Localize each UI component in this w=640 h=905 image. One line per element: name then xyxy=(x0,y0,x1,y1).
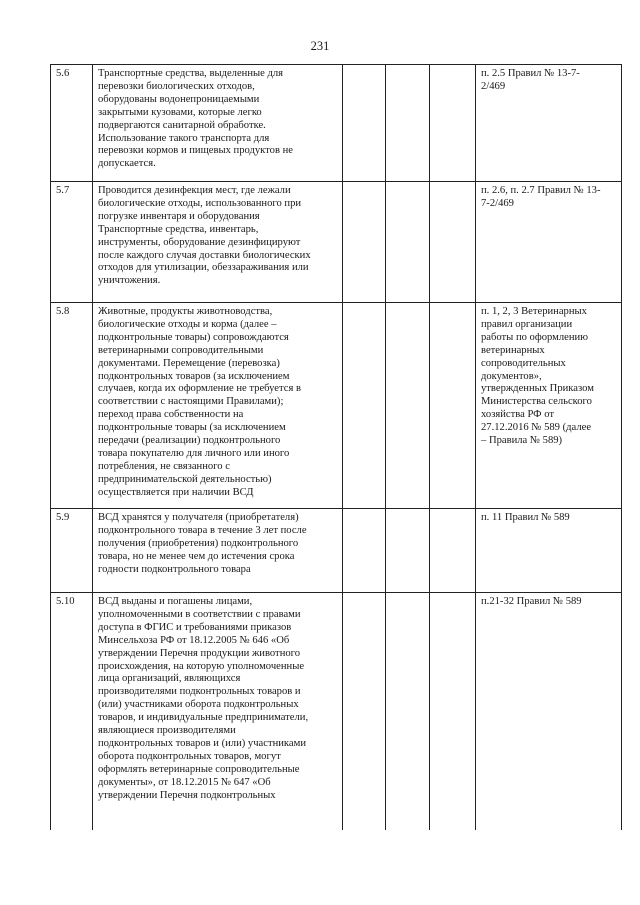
requirement-line: подвергаются санитарной обработке. xyxy=(98,119,266,131)
requirement-line: осуществляется при наличии ВСД xyxy=(98,486,254,498)
requirement-line: подконтрольного товара в течение 3 лет после xyxy=(98,524,307,536)
requirement-line: уполномоченными в соответствии с правами xyxy=(98,608,301,620)
requirement-line: Животные, продукты животноводства, xyxy=(98,306,273,317)
requirement-line: Минсельхоза РФ от 18.12.2005 № 646 «Об xyxy=(98,634,290,646)
requirement-line: случаев, когда их оформление не требуется в xyxy=(98,383,301,395)
requirement-line: Проводится дезинфекция мест, где лежали xyxy=(98,185,291,196)
reference-line: 27.12.2016 № 589 (далее xyxy=(481,422,592,434)
answer-na-cell xyxy=(430,303,476,509)
requirement-line: ВСД хранятся у получателя (приобретателя) xyxy=(98,512,299,523)
requirement-line: закрытыми кузовами, которые легко xyxy=(98,106,262,118)
reference-cell xyxy=(476,509,622,593)
item-number: 5.10 xyxy=(51,593,93,831)
reference-line: работы по оформлению xyxy=(481,331,589,343)
item-number: 5.6 xyxy=(51,65,93,182)
reference-line: утвержденных Приказом xyxy=(481,383,594,395)
requirement-line: лица организаций, являющихся xyxy=(98,673,241,685)
requirement-cell xyxy=(93,509,343,593)
reference-cell xyxy=(476,65,622,182)
requirement-line: подконтрольные товары) сопровождаются xyxy=(98,331,289,343)
requirement-line: документы», от 18.12.2015 № 647 «Об xyxy=(98,776,271,788)
page-number: 231 xyxy=(310,39,330,53)
requirement-line: оформлять ветеринарные сопроводительные xyxy=(98,763,300,775)
requirement-line: происхождения, на которую уполномоченные xyxy=(98,660,305,672)
requirement-line: соответствии с настоящими Правилами); xyxy=(98,396,284,408)
requirement-line: подконтрольных товаров и (или) участниками xyxy=(98,737,306,749)
item-number: 5.9 xyxy=(51,509,93,593)
requirement-line: товара покупателю для личного или иного xyxy=(98,447,290,459)
requirement-line: переход права собственности на xyxy=(98,409,244,421)
reference-line: п. 1, 2, 3 Ветеринарных xyxy=(481,306,587,317)
requirement-line: являющиеся производителями xyxy=(98,725,236,737)
reference-line: хозяйства РФ от xyxy=(481,409,554,421)
answer-no-cell xyxy=(386,65,430,182)
reference-line: п. 2.5 Правил № 13-7- xyxy=(481,68,580,79)
reference-line: ветеринарных xyxy=(481,344,545,356)
answer-yes-cell xyxy=(343,182,386,303)
answer-yes-cell xyxy=(343,509,386,593)
answer-na-cell xyxy=(430,593,476,831)
requirement-line: уничтожения. xyxy=(98,275,161,287)
requirement-line: ВСД выданы и погашены лицами, xyxy=(98,596,253,607)
requirement-line: перевозки биологических отходов, xyxy=(98,80,255,92)
answer-yes-cell xyxy=(343,65,386,182)
requirement-line: доступа в ФГИС и требованиями приказов xyxy=(98,621,292,633)
requirement-line: предпринимательской деятельностью) xyxy=(98,473,272,485)
requirement-line: документами. Перемещение (перевозка) xyxy=(98,357,280,369)
requirement-line: потребления, не связанного с xyxy=(98,460,230,472)
requirement-line: биологические отходы и корма (далее – xyxy=(98,318,277,330)
requirement-line: Транспортные средства, выделенные для xyxy=(98,68,284,79)
reference-line: правил организации xyxy=(481,318,573,330)
reference-cell xyxy=(476,182,622,303)
requirement-cell xyxy=(93,593,343,831)
answer-yes-cell xyxy=(343,303,386,509)
requirement-cell xyxy=(93,65,343,182)
requirement-line: годности подконтрольного товара xyxy=(98,563,251,575)
answer-yes-cell xyxy=(343,593,386,831)
reference-line: 7-2/469 xyxy=(481,197,514,209)
requirement-line: отходов для утилизации, обеззараживания или xyxy=(98,262,309,274)
requirement-line: инструменты, оборудование дезинфицируют xyxy=(98,236,301,248)
table-row xyxy=(51,182,622,303)
requirement-line: подконтрольные товары (за исключением xyxy=(98,422,286,434)
requirement-cell xyxy=(93,182,343,303)
requirement-line: товара, но не менее чем до истечения срока xyxy=(98,550,295,562)
reference-line: Министерства сельского xyxy=(481,396,592,408)
answer-na-cell xyxy=(430,65,476,182)
reference-line: 2/469 xyxy=(481,80,506,92)
reference-line: сопроводительных xyxy=(481,357,566,369)
requirement-line: оборота подконтрольных товаров, могут xyxy=(98,750,281,762)
checklist-table xyxy=(50,64,622,830)
requirement-line: производителями подконтрольных товаров и xyxy=(98,686,301,698)
reference-cell xyxy=(476,303,622,509)
requirement-line: оборудованы водонепроницаемыми xyxy=(98,93,260,105)
answer-na-cell xyxy=(430,509,476,593)
requirement-line: Использование такого транспорта для xyxy=(98,132,270,144)
reference-cell xyxy=(476,593,622,831)
reference-line: п. 11 Правил № 589 xyxy=(481,512,570,523)
requirement-line: перевозки кормов и пищевых продуктов не xyxy=(98,145,293,157)
item-number: 5.8 xyxy=(51,303,93,509)
requirement-line: Транспортные средства, инвентарь, xyxy=(98,223,259,235)
requirement-line: подконтрольных товаров (за исключением xyxy=(98,370,290,382)
table-row xyxy=(51,509,622,593)
requirement-line: товаров, и индивидуальные предприниматели, xyxy=(98,712,309,724)
requirement-line: передачи (реализации) подконтрольного xyxy=(98,435,281,447)
answer-no-cell xyxy=(386,182,430,303)
checklist-rows xyxy=(51,65,622,831)
item-number: 5.7 xyxy=(51,182,93,303)
requirement-line: погрузке инвентаря и оборудования xyxy=(98,210,260,222)
requirement-line: после каждого случая доставки биологических xyxy=(98,249,311,261)
table-row xyxy=(51,303,622,509)
reference-line: п.21-32 Правил № 589 xyxy=(481,596,582,607)
requirement-line: утверждении Перечня подконтрольных xyxy=(98,789,276,801)
requirement-line: получения (приобретения) подконтрольного xyxy=(98,537,299,549)
requirement-line: биологические отходы, использованного при xyxy=(98,197,302,209)
requirement-cell xyxy=(93,303,343,509)
requirement-line: (или) участниками оборота подконтрольных xyxy=(98,699,299,711)
answer-na-cell xyxy=(430,182,476,303)
requirement-line: допускается. xyxy=(98,158,156,170)
requirement-line: утверждении Перечня продукции животного xyxy=(98,647,301,659)
answer-no-cell xyxy=(386,303,430,509)
table-row xyxy=(51,593,622,831)
reference-line: – Правила № 589) xyxy=(481,435,563,447)
table-row xyxy=(51,65,622,182)
answer-no-cell xyxy=(386,593,430,831)
answer-no-cell xyxy=(386,509,430,593)
reference-line: документов», xyxy=(481,370,542,382)
reference-line: п. 2.6, п. 2.7 Правил № 13- xyxy=(481,185,601,196)
requirement-line: ветеринарными сопроводительными xyxy=(98,344,264,356)
